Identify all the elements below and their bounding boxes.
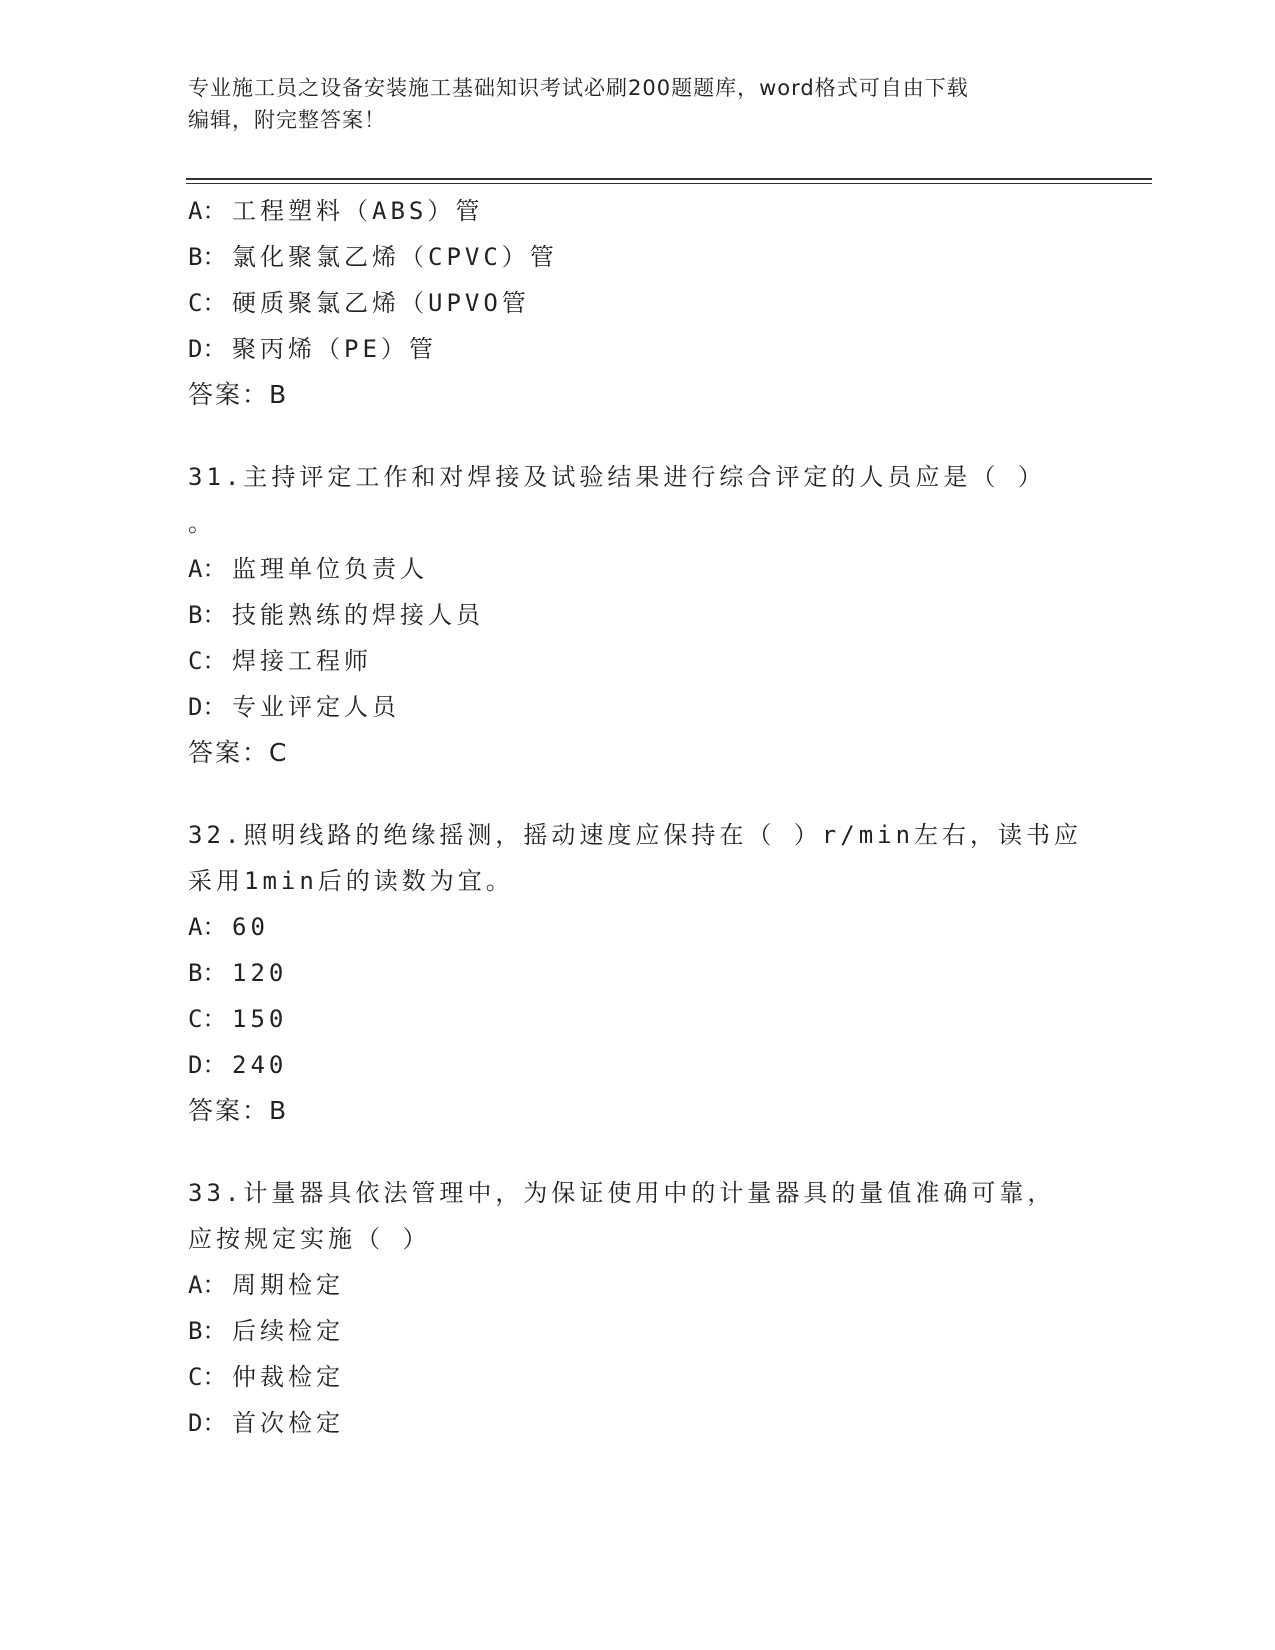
header-line-1: 专业施工员之设备安装施工基础知识考试必刷200题题库，word格式可自由下载 bbox=[188, 76, 969, 100]
answer-line: 答案：C bbox=[188, 738, 289, 767]
option-d: D： 专业评定人员 bbox=[188, 693, 400, 721]
option-b: B： 120 bbox=[188, 959, 288, 987]
question-text-line-2: 应按规定实施（ ） bbox=[188, 1225, 431, 1253]
question-text-line-1: 32.照明线路的绝缘摇测，摇动速度应保持在（ ）r/min左右，读书应 bbox=[188, 821, 1083, 849]
question-text-line-2: 采用1min后的读数为宜。 bbox=[188, 867, 514, 895]
option-b: B： 氯化聚氯乙烯（CPVC）管 bbox=[188, 243, 558, 271]
option-a: A： 工程塑料（ABS）管 bbox=[188, 197, 484, 225]
option-a: A： 60 bbox=[188, 913, 269, 941]
option-a: A： 监理单位负责人 bbox=[188, 555, 428, 583]
option-b: B： 技能熟练的焊接人员 bbox=[188, 601, 484, 629]
document-header bbox=[188, 72, 1088, 136]
question-30 bbox=[188, 188, 1088, 418]
option-c: C： 仲裁检定 bbox=[188, 1363, 344, 1391]
answer-line: 答案：B bbox=[188, 1096, 289, 1125]
option-d: D： 240 bbox=[188, 1051, 288, 1079]
option-b: B： 后续检定 bbox=[188, 1317, 344, 1345]
option-c: C： 硬质聚氯乙烯（UPVO管 bbox=[188, 289, 530, 317]
option-c: C： 焊接工程师 bbox=[188, 647, 372, 675]
option-d: D： 首次检定 bbox=[188, 1409, 344, 1437]
question-33 bbox=[188, 1170, 1088, 1446]
question-list bbox=[188, 188, 1088, 1446]
question-31 bbox=[188, 454, 1088, 776]
question-text-line-1: 33.计量器具依法管理中，为保证使用中的计量器具的量值准确可靠， bbox=[188, 1179, 1056, 1207]
header-divider bbox=[186, 178, 1152, 184]
question-text-line-1: 31.主持评定工作和对焊接及试验结果进行综合评定的人员应是（ ） bbox=[188, 463, 1046, 491]
header-line-2: 编辑，附完整答案！ bbox=[188, 108, 386, 132]
answer-line: 答案：B bbox=[188, 380, 289, 409]
question-text-line-2: 。 bbox=[188, 509, 216, 537]
question-32 bbox=[188, 812, 1088, 1134]
option-c: C： 150 bbox=[188, 1005, 288, 1033]
option-a: A： 周期检定 bbox=[188, 1271, 344, 1299]
option-d: D： 聚丙烯（PE）管 bbox=[188, 335, 437, 363]
